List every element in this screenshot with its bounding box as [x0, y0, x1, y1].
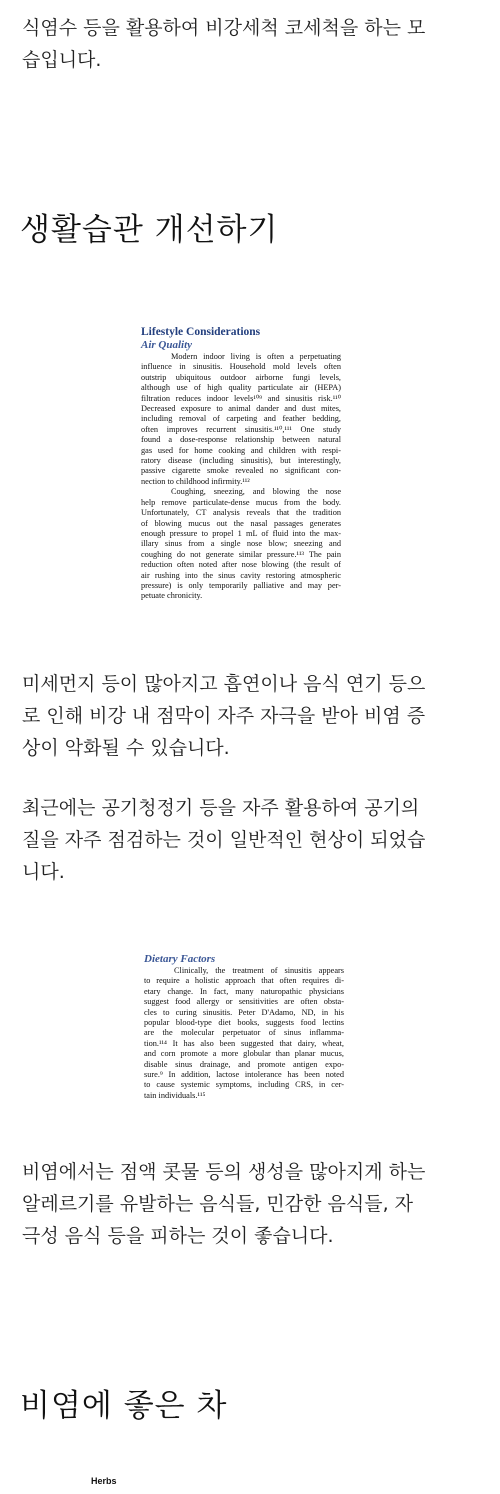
excerpt-line: and corn promote a more globular than planar mucus, [144, 1049, 344, 1059]
excerpt-line: although use of high quality particulate air (HEPA) [141, 383, 341, 393]
excerpt-title: Lifestyle Considerations [141, 326, 261, 338]
excerpt-line: Unfortunately, CT analysis reveals that the tradition [141, 508, 341, 518]
section-heading-lifestyle: 생활습관 개선하기 [20, 212, 279, 248]
text-line: 최근에는 공기청정기 등을 자주 활용하여 공기의 [22, 797, 420, 819]
excerpt-line: pressure) is only temporarily palliative and may per- [141, 580, 341, 590]
text-line: 로 인해 비강 내 점막이 자주 자극을 받아 비염 증 [22, 705, 426, 727]
excerpt-line: popular blood-type diet books, suggests food lectins [144, 1018, 344, 1028]
excerpt-line: Modern indoor living is often a perpetuating [171, 352, 341, 361]
excerpt-line: are the molecular perpetuator of sinus inflamma- [144, 1028, 344, 1038]
excerpt-line: enough pressure to propel 1 mL of fluid into the max- [141, 528, 341, 538]
excerpt-line: illary sinus from a single nose blow; sneezing and [141, 539, 341, 549]
excerpt-line: etary change. In fact, many naturopathic physicians [144, 986, 344, 996]
section-heading-tea: 비염에 좋은 차 [20, 1388, 228, 1424]
herbs-excerpt-title: Herbs [91, 1476, 117, 1486]
text-line: 극성 음식 등을 피하는 것이 좋습니다. [22, 1225, 334, 1247]
diet-paragraph [22, 1156, 482, 1252]
excerpt-line: Decreased exposure to animal dander and dust mites, [141, 404, 341, 414]
excerpt-line: sure.⁹ In addition, lactose intolerance has been noted [144, 1070, 344, 1080]
excerpt-subtitle: Dietary Factors [144, 953, 216, 965]
text-line: 알레르기를 유발하는 음식들, 민감한 음식들, 자 [22, 1193, 414, 1215]
air-purifier-paragraph [22, 792, 482, 888]
excerpt-line: petuate chronicity. [141, 591, 203, 601]
excerpt-line: Clinically, the treatment of sinusitis appears [174, 966, 344, 975]
excerpt-line: air rushing into the sinus cavity restoring atmospheric [141, 570, 341, 580]
excerpt-line: filtration reduces indoor levels¹⁰⁹ and sinusitis risk.¹¹⁰ [141, 393, 341, 403]
excerpt-line: gas used for home cooking and children with respi- [141, 445, 341, 455]
dietary-excerpt-image [144, 953, 344, 1101]
excerpt-line: tion.¹¹⁴ It has also been suggested that dairy, wheat, [144, 1038, 344, 1048]
excerpt-line: tain individuals.¹¹⁵ [144, 1090, 206, 1100]
excerpt-line: ratory disease (including sinusitis), but interestingly, [141, 456, 341, 466]
text-line: 니다. [22, 861, 65, 883]
excerpt-line: help remove particulate-dense mucus from the body. [141, 497, 341, 507]
text-line: 미세먼지 등이 많아지고 흡연이나 음식 연기 등으 [22, 673, 426, 695]
excerpt-line: often improves recurrent sinusitis.¹¹⁰,¹¹¹ One study [141, 424, 341, 434]
excerpt-line: to require a holistic approach that often requires di- [144, 976, 344, 986]
air-quality-paragraph [22, 668, 482, 764]
excerpt-line: cles to curing sinusitis. Peter D'Adamo, ND, in his [144, 1007, 344, 1017]
excerpt-line: disable sinus drainage, and promote antigen expo- [144, 1059, 344, 1069]
excerpt-line: found a dose-response relationship between natural [141, 435, 341, 445]
excerpt-line: outstrip ubiquitous outdoor airborne fungi levels, [141, 372, 341, 382]
excerpt-line: suggest food allergy or sensitivities are often obsta- [144, 997, 344, 1007]
text-line: 습입니다. [22, 49, 102, 71]
excerpt-line: influence in sinusitis. Household mold levels often [141, 362, 341, 372]
excerpt-line: coughing do not generate similar pressure.¹¹³ The pain [141, 549, 341, 559]
intro-paragraph [22, 12, 482, 76]
excerpt-line: nection to childhood infirmity.¹¹² [141, 476, 250, 486]
excerpt-line: reduction often noted after nose blowing (the result of [141, 560, 341, 570]
excerpt-line: including removal of carpeting and feather bedding, [141, 414, 341, 424]
lifestyle-excerpt-image [141, 326, 341, 602]
excerpt-line: passive cigarette smoke revealed no significant con- [141, 466, 341, 476]
text-line: 질을 자주 점검하는 것이 일반적인 현상이 되었습 [22, 829, 426, 851]
excerpt-subtitle: Air Quality [141, 339, 193, 351]
text-line: 상이 악화될 수 있습니다. [22, 737, 230, 759]
excerpt-line: of blowing mucus out the nasal passages generates [141, 518, 341, 528]
text-line: 비염에서는 점액 콧물 등의 생성을 많아지게 하는 [22, 1161, 426, 1183]
text-line: 식염수 등을 활용하여 비강세척 코세척을 하는 모 [22, 17, 426, 39]
excerpt-line: to cause systemic symptoms, including CRS, in cer- [144, 1080, 344, 1090]
excerpt-line: Coughing, sneezing, and blowing the nose [171, 487, 341, 497]
